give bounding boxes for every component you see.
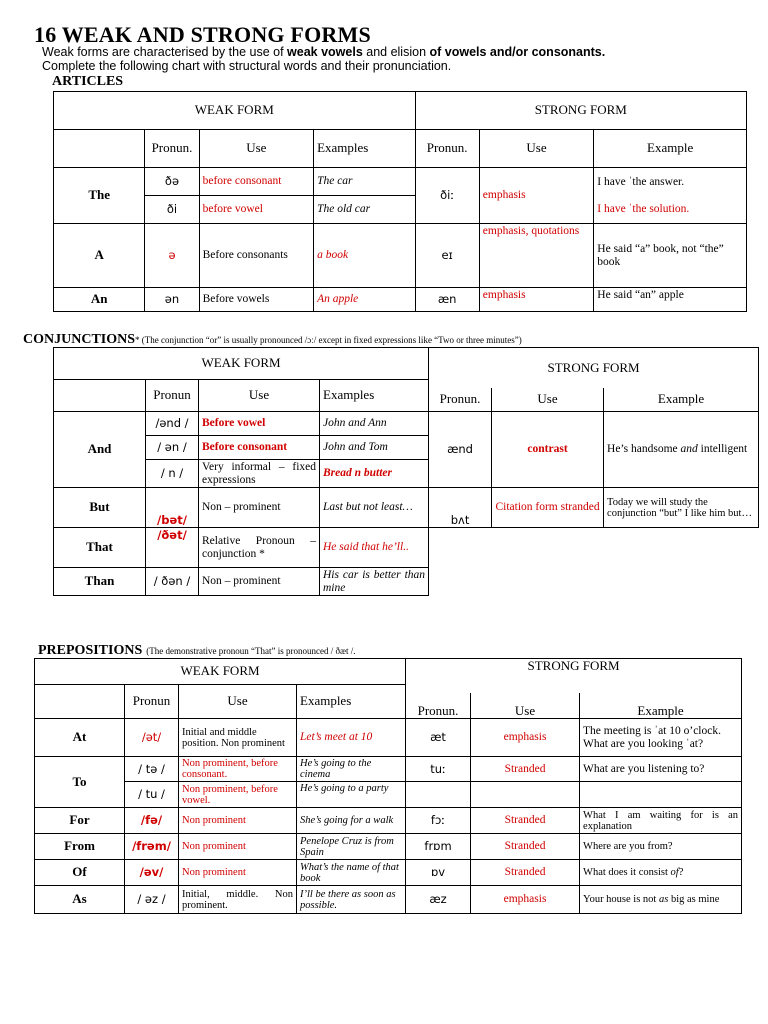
col-header: Use — [492, 388, 604, 412]
pronunciation-cell: /fə/ — [125, 808, 179, 834]
example-cell: John and Tom — [320, 436, 429, 460]
example-cell: Where are you from? — [580, 834, 742, 860]
pronunciation-cell: /bət/ — [146, 488, 199, 528]
pronunciation-cell: / ən / — [146, 436, 199, 460]
use-cell: Before consonants — [199, 224, 313, 288]
use-cell: Before vowels — [199, 288, 313, 312]
use-cell: emphasis — [471, 886, 580, 914]
word-cell: But — [54, 488, 146, 528]
strong-form-header: STRONG FORM — [406, 659, 742, 693]
use-cell: Non prominent, before vowel. — [179, 782, 297, 808]
example-cell: Penelope Cruz is from Spain — [297, 834, 406, 860]
pronunciation-cell: ði — [145, 196, 199, 224]
col-header: Examples — [297, 685, 406, 719]
blank-cell — [54, 380, 146, 412]
word-cell: Than — [54, 568, 146, 596]
col-header: Pronun. — [429, 388, 492, 412]
conjunctions-note: * (The conjunction “or” is usually pronounced /ɔː/ except in fixed expressions like “Two or three minutes”) — [135, 335, 522, 345]
use-cell: Relative Pronoun – conjunction * — [199, 528, 320, 568]
example-cell: Last but not least… — [320, 488, 429, 528]
pronunciation-cell: fɔː — [406, 808, 471, 834]
example-text: Your house is not — [583, 894, 659, 905]
intro-text-a: Weak forms are characterised by the use of — [42, 45, 288, 59]
pronunciation-cell: bʌt — [429, 488, 492, 528]
blank-cell — [492, 528, 604, 596]
example-cell: The old car — [314, 196, 415, 224]
word-cell: As — [35, 886, 125, 914]
col-header: Use — [471, 693, 580, 719]
use-cell: emphasis, quotations — [479, 224, 593, 288]
prepositions-note: (The demonstrative pronoun “That” is pronounced / ðæt /. — [146, 646, 356, 656]
pronunciation-cell: ə — [145, 224, 199, 288]
pronunciation-cell: ðə — [145, 168, 199, 196]
example-text: big as mine — [668, 894, 720, 905]
prepositions-heading: PREPOSITIONS — [38, 643, 143, 658]
use-cell: Non prominent, before consonant. — [179, 757, 297, 782]
col-header: Use — [479, 130, 593, 168]
weak-form-header: WEAK FORM — [54, 348, 429, 380]
pronunciation-cell: æt — [406, 719, 471, 757]
weak-form-header: WEAK FORM — [35, 659, 406, 685]
example-cell — [580, 719, 742, 757]
col-header: Examples — [320, 380, 429, 412]
word-cell: At — [35, 719, 125, 757]
use-cell: Non prominent — [179, 808, 297, 834]
example-cell: What’s the name of that book — [297, 860, 406, 886]
example-cell: He said “a” book, not “the” book — [594, 224, 747, 288]
example-cell: Today we will study the conjunction “but” I like him but… — [604, 488, 759, 528]
col-header: Use — [199, 380, 320, 412]
example-cell: His car is better than mine — [320, 568, 429, 596]
col-header: Pronun. — [145, 130, 199, 168]
example-cell: Let’s meet at 10 — [297, 719, 406, 757]
example-cell: a book — [314, 224, 415, 288]
use-cell: Stranded — [471, 808, 580, 834]
word-cell: A — [54, 224, 145, 288]
pronunciation-cell: ðiː — [415, 168, 479, 224]
col-header: Pronun — [146, 380, 199, 412]
example-cell — [580, 886, 742, 914]
col-header: Example — [580, 693, 742, 719]
col-header: Examples — [314, 130, 415, 168]
example-text: of — [670, 867, 679, 878]
prepositions-table — [34, 658, 742, 914]
use-cell: Before vowel — [199, 412, 320, 436]
use-cell: Citation form stranded — [492, 488, 604, 528]
pronunciation-cell: /ðət/ — [146, 528, 199, 568]
pronunciation-cell: ən — [145, 288, 199, 312]
prepositions-heading-row — [38, 641, 355, 659]
example-cell: John and Ann — [320, 412, 429, 436]
strong-form-header: STRONG FORM — [429, 348, 759, 388]
use-cell: Non – prominent — [199, 488, 320, 528]
example-cell: An apple — [314, 288, 415, 312]
example-cell: He’s going to the cinema — [297, 757, 406, 782]
word-cell: The — [54, 168, 145, 224]
pronunciation-cell: eɪ — [415, 224, 479, 288]
pronunciation-cell: / ðən / — [146, 568, 199, 596]
pronunciation-cell: frɒm — [406, 834, 471, 860]
col-header: Pronun. — [415, 130, 479, 168]
pronunciation-cell: ɒv — [406, 860, 471, 886]
use-cell: contrast — [492, 412, 604, 488]
col-header: Example — [604, 388, 759, 412]
blank-cell — [406, 782, 471, 808]
use-cell: emphasis — [471, 719, 580, 757]
articles-table — [53, 91, 747, 312]
blank-cell — [35, 685, 125, 719]
pronunciation-cell: /ənd / — [146, 412, 199, 436]
blank-cell — [54, 130, 145, 168]
conjunctions-table — [53, 347, 759, 596]
weak-form-header: WEAK FORM — [54, 92, 416, 130]
word-cell: Of — [35, 860, 125, 886]
use-cell: Non prominent — [179, 834, 297, 860]
page-title: 16 WEAK AND STRONG FORMS — [34, 22, 371, 47]
col-header: Use — [179, 685, 297, 719]
word-cell: For — [35, 808, 125, 834]
pronunciation-cell: ænd — [429, 412, 492, 488]
use-cell: Initial, middle. Non prominent. — [179, 886, 297, 914]
intro-text-b: weak vowels — [287, 45, 363, 59]
strong-form-header: STRONG FORM — [415, 92, 746, 130]
pronunciation-cell: /ət/ — [125, 719, 179, 757]
example-text: What does it consist — [583, 867, 671, 878]
use-cell: Initial and middle position. Non prominent — [179, 719, 297, 757]
conjunctions-heading: CONJUNCTIONS — [23, 332, 136, 347]
blank-cell — [604, 528, 759, 596]
pronunciation-cell: / tə / — [125, 757, 179, 782]
pronunciation-cell: / əz / — [125, 886, 179, 914]
example-cell: He’s going to a party — [297, 782, 406, 808]
pronunciation-cell: / tu / — [125, 782, 179, 808]
example-cell — [604, 412, 759, 488]
example-cell — [580, 860, 742, 886]
pronunciation-cell: æn — [415, 288, 479, 312]
example-cell: He said “an” apple — [594, 288, 747, 312]
example-text: ? — [678, 867, 684, 878]
example-cell: I have ˈthe answer. — [594, 168, 747, 196]
example-text: He’s handsome — [607, 443, 681, 456]
word-cell: An — [54, 288, 145, 312]
example-cell: What are you listening to? — [580, 757, 742, 782]
use-cell: Before consonant — [199, 436, 320, 460]
word-cell: That — [54, 528, 146, 568]
use-cell: before vowel — [199, 196, 313, 224]
use-cell: Stranded — [471, 834, 580, 860]
example-cell: Bread n butter — [320, 460, 429, 488]
word-cell: From — [35, 834, 125, 860]
col-header: Pronun — [125, 685, 179, 719]
use-cell: before consonant — [199, 168, 313, 196]
use-cell: emphasis — [479, 168, 593, 224]
example-text: as — [658, 894, 669, 905]
word-cell: And — [54, 412, 146, 488]
blank-cell — [429, 528, 492, 596]
col-header: Example — [594, 130, 747, 168]
example-cell: I have ˈthe solution. — [594, 196, 747, 224]
example-cell: I’ll be there as soon as possible. — [297, 886, 406, 914]
blank-cell — [580, 782, 742, 808]
use-cell: Stranded — [471, 860, 580, 886]
example-text: and — [680, 443, 698, 456]
example-line: What are you looking ˈat? — [583, 737, 704, 750]
use-cell: Very informal – fixed expressions — [199, 460, 320, 488]
intro-text-c: and elision — [362, 45, 430, 59]
use-cell: Non – prominent — [199, 568, 320, 596]
col-header: Use — [199, 130, 313, 168]
col-header: Pronun. — [406, 693, 471, 719]
pronunciation-cell: /əv/ — [125, 860, 179, 886]
word-cell: To — [35, 757, 125, 808]
example-cell: She’s going for a walk — [297, 808, 406, 834]
blank-cell — [471, 782, 580, 808]
pronunciation-cell: æz — [406, 886, 471, 914]
articles-heading: ARTICLES — [52, 74, 124, 89]
example-cell: What I am waiting for is an explanation — [580, 808, 742, 834]
use-cell: Stranded — [471, 757, 580, 782]
use-cell: Non prominent — [179, 860, 297, 886]
conjunctions-heading-row — [23, 330, 522, 348]
example-cell: The car — [314, 168, 415, 196]
use-cell: emphasis — [479, 288, 593, 312]
example-text: intelligent — [697, 443, 748, 456]
pronunciation-cell: /frəm/ — [125, 834, 179, 860]
pronunciation-cell: tuː — [406, 757, 471, 782]
example-cell: He said that he’ll.. — [320, 528, 429, 568]
intro-text-line2: Complete the following chart with structural words and their pronunciation. — [42, 59, 452, 73]
intro-text — [42, 45, 605, 73]
intro-text-d: of vowels and/or consonants. — [429, 45, 606, 59]
pronunciation-cell: / n / — [146, 460, 199, 488]
example-line: The meeting is ˈat 10 o’clock. — [583, 725, 721, 737]
